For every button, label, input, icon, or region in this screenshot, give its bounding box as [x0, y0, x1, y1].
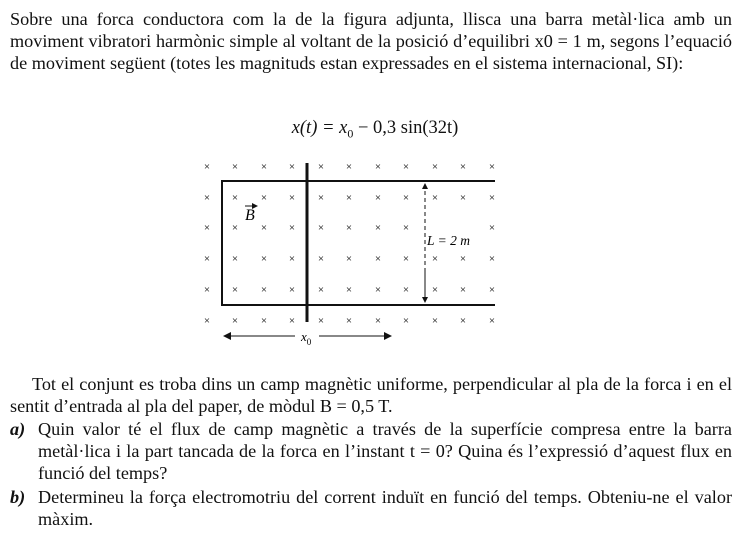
field-cross: × — [260, 284, 268, 296]
equation-lhs: x(t) = x — [291, 118, 348, 138]
question-b-text: Determineu la força electromotriu del corrent induït en funció del temps. Obteniu-ne el valor màxim. — [38, 487, 732, 529]
field-cross: × — [431, 284, 439, 296]
field-cross: × — [374, 222, 382, 234]
field-cross: × — [345, 192, 353, 204]
field-cross: × — [317, 284, 325, 296]
field-cross: × — [402, 315, 410, 327]
field-cross: × — [431, 315, 439, 327]
field-cross: × — [374, 192, 382, 204]
field-cross: × — [345, 315, 353, 327]
question-b-label: b) — [10, 487, 26, 507]
field-cross: × — [231, 253, 239, 265]
field-cross: × — [231, 161, 239, 173]
field-cross: × — [488, 284, 496, 296]
field-cross: × — [203, 284, 211, 296]
field-cross: × — [260, 253, 268, 265]
intro-paragraph: Sobre una forca conductora com la de la figura adjunta, llisca una barra metàl·lica amb un moviment vibratori harmònic simple al voltant de la posició d’equilibri x0 = 1 m, segons l’equació de moviment següent (totes les magnituds estan expressades en el sistema internacional, SI): — [10, 9, 732, 73]
field-cross: × — [345, 222, 353, 234]
field-cross: × — [288, 284, 296, 296]
field-cross: × — [374, 253, 382, 265]
field-cross: × — [488, 192, 496, 204]
field-cross: × — [288, 253, 296, 265]
field-cross: × — [402, 284, 410, 296]
field-cross: × — [203, 161, 211, 173]
field-cross: × — [317, 253, 325, 265]
question-b — [10, 486, 732, 530]
field-cross: × — [231, 222, 239, 234]
field-cross: × — [260, 315, 268, 327]
field-cross: × — [459, 284, 467, 296]
field-cross: × — [374, 284, 382, 296]
field-cross: × — [488, 222, 496, 234]
field-cross: × — [260, 192, 268, 204]
field-cross: × — [488, 253, 496, 265]
field-cross: × — [317, 222, 325, 234]
rail-figure — [195, 150, 515, 355]
field-cross: × — [431, 253, 439, 265]
field-cross: × — [231, 192, 239, 204]
field-cross: × — [402, 192, 410, 204]
field-cross: × — [374, 161, 382, 173]
question-a-text: Quin valor té el flux de camp magnètic a través de la superfície compresa entre la barra metàl·lica i la part tancada de la forca en l’instant t = 0? Quina és l’expressió d’aquest flux en funció del temps? — [38, 419, 732, 483]
field-cross: × — [231, 315, 239, 327]
field-paragraph: Tot el conjunt es troba dins un camp magnètic uniforme, perpendicular al pla de la forca i en el sentit d’entrada al pla del paper, de mòdul B = 0,5 T. — [10, 374, 732, 416]
field-cross: × — [345, 161, 353, 173]
field-cross: × — [402, 222, 410, 234]
field-cross: × — [203, 192, 211, 204]
field-cross: × — [488, 315, 496, 327]
field-cross: × — [203, 253, 211, 265]
field-cross: × — [431, 161, 439, 173]
field-cross: × — [317, 192, 325, 204]
field-cross: × — [288, 315, 296, 327]
field-cross: × — [288, 192, 296, 204]
field-cross: × — [203, 222, 211, 234]
question-a-label: a) — [10, 419, 26, 439]
field-cross: × — [203, 315, 211, 327]
field-cross: × — [231, 284, 239, 296]
equation-rhs: − 0,3 sin(32t) — [353, 118, 459, 138]
field-cross: × — [459, 315, 467, 327]
field-cross: × — [431, 192, 439, 204]
field-cross: × — [260, 222, 268, 234]
field-cross: × — [402, 253, 410, 265]
field-cross: × — [459, 253, 467, 265]
field-cross: × — [345, 253, 353, 265]
question-a — [10, 418, 732, 484]
field-cross: × — [317, 161, 325, 173]
field-cross: × — [317, 315, 325, 327]
field-cross: × — [488, 161, 496, 173]
field-vector-label: B — [245, 207, 255, 224]
field-cross: × — [374, 315, 382, 327]
field-cross: × — [345, 284, 353, 296]
position-label: $x_0$ — [301, 329, 312, 347]
field-cross: × — [288, 161, 296, 173]
field-cross: × — [260, 161, 268, 173]
length-label: L = 2 m — [427, 233, 470, 248]
field-cross: × — [459, 161, 467, 173]
field-cross: × — [459, 192, 467, 204]
field-cross: × — [288, 222, 296, 234]
motion-equation — [0, 117, 750, 145]
field-cross: × — [402, 161, 410, 173]
equation-subscript: 0 — [347, 126, 354, 141]
